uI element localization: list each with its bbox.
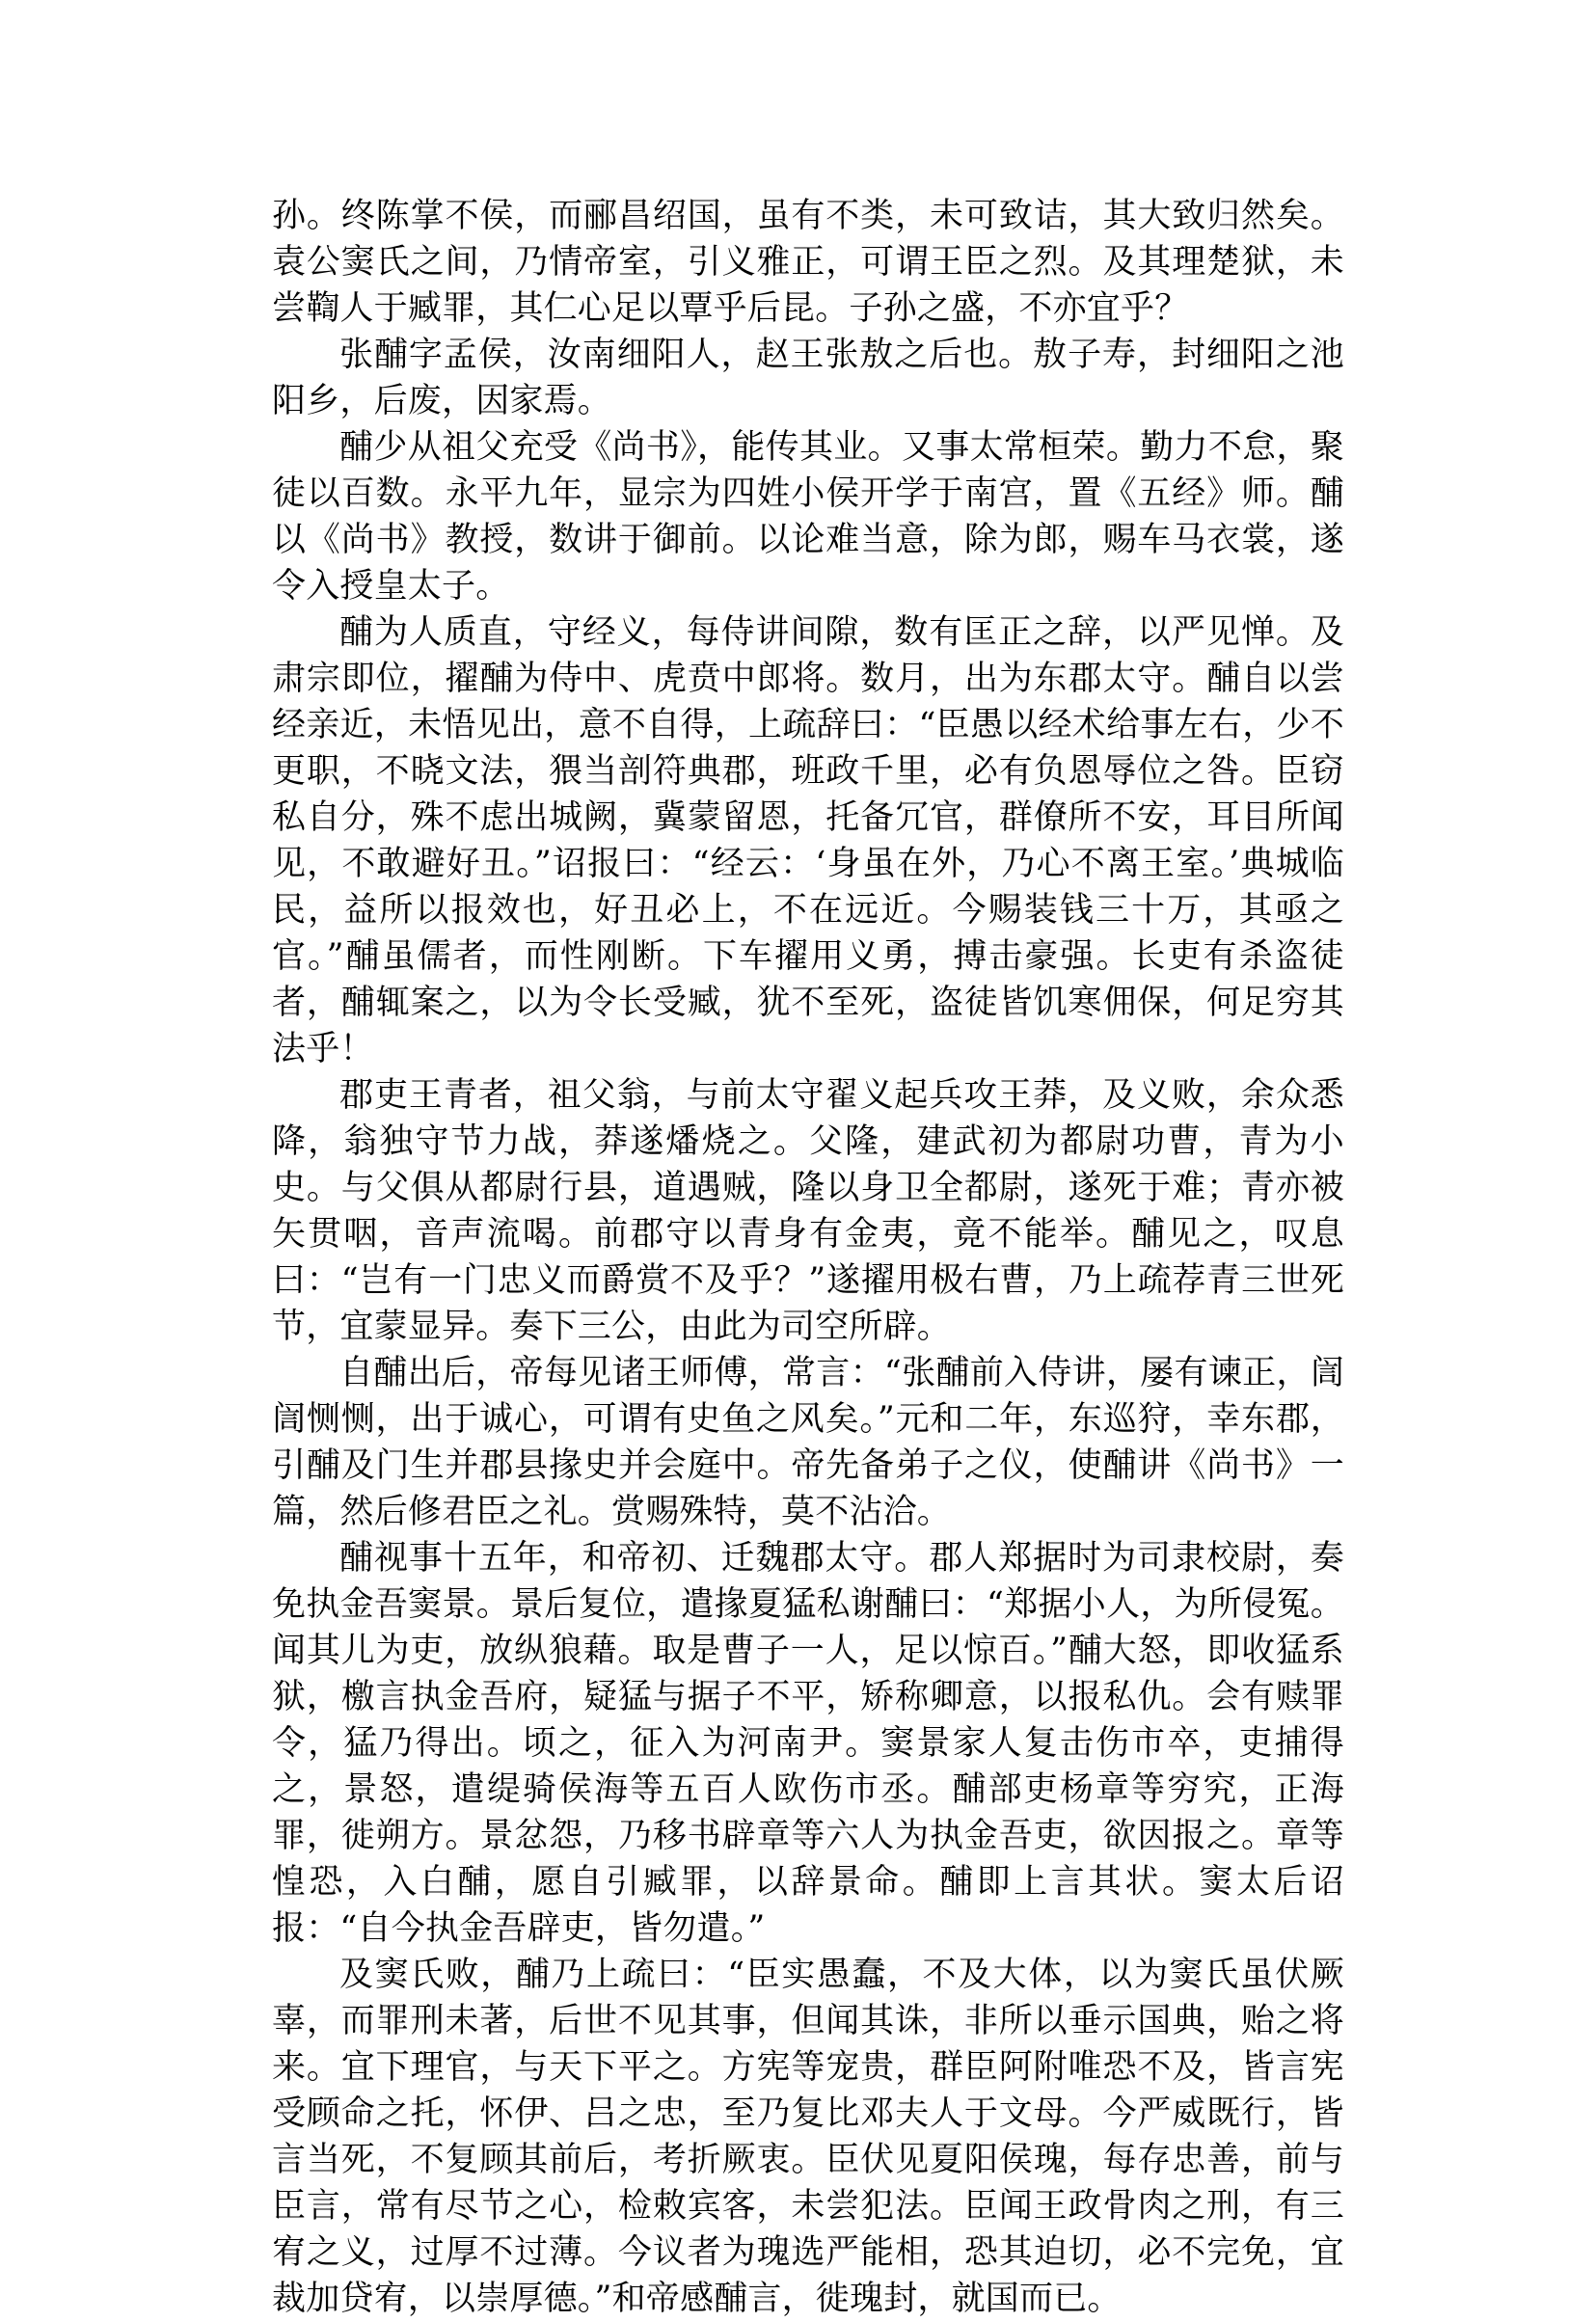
paragraph: 自酺出后，帝每见诸王师傅，常言：“张酺前入侍讲，屡有谏正，訚訚恻恻，出于诚心，可谓有史鱼之风矣。”元和二年，东巡狩，幸东郡，引酺及门生并郡县掾史并会庭中。帝先备弟子之仪，使酺讲《尚书》一篇，然后修君臣之礼。赏赐殊特，莫不沾洽。 — [272, 1354, 1344, 1531]
paragraph: 及窦氏败，酺乃上疏曰：“臣实愚蠢，不及大体，以为窦氏虽伏厥辜，而罪刑未著，后世不见其事，但闻其诛，非所以垂示国典，贻之将来。宜下理官，与天下平之。方宪等宠贵，群臣阿附唯恐不及，皆言宪受顾命之托，怀伊、吕之忠，至乃复比邓夫人于文母。今严威既行，皆言当死，不复顾其前后，考折厥衷。臣伏见夏阳侯瑰，每存忠善，前与臣言，常有尽节之心，检敕宾客，未尝犯法。臣闻王政骨肉之刑，有三宥之义，过厚不过薄。今议者为瑰选严能相，恐其迫切，必不完免，宜裁加贷宥，以崇厚德。”和帝感酺言，徙瑰封，就国而已。 — [272, 1956, 1344, 2318]
paragraph: 酺为人质直，守经义，每侍讲间隙，数有匡正之辞，以严见惮。及肃宗即位，擢酺为侍中、虎贲中郎将。数月，出为东郡太守。酺自以尝经亲近，未悟见出，意不自得，上疏辞曰：“臣愚以经术给事左右，少不更职，不晓文法，猥当剖符典郡，班政千里，必有负恩辱位之咎。臣窃私自分，殊不虑出城阙，冀蒙留恩，托备冗官，群僚所不安，耳目所闻见，不敢避好丑。”诏报曰：“经云：‘身虽在外，乃心不离王室。’典城临民，益所以报效也，好丑必上，不在远近。今赐装钱三十万，其亟之官。”酺虽儒者，而性刚断。下车擢用义勇，搏击豪强。长吏有杀盗徒者，酺辄案之，以为令长受臧，犹不至死，盗徒皆饥寒佣保，何足穷其法乎！ — [272, 613, 1344, 1068]
paragraph: 酺少从祖父充受《尚书》，能传其业。又事太常桓荣。勤力不怠，聚徒以百数。永平九年，显宗为四姓小侯开学于南宫，置《五经》师。酺以《尚书》教授，数讲于御前。以论难当意，除为郎，赐车马衣裳，遂令入授皇太子。 — [272, 428, 1344, 606]
paragraph: 酺视事十五年，和帝初、迁魏郡太守。郡人郑据时为司隶校尉，奏免执金吾窦景。景后复位，遣掾夏猛私谢酺曰：“郑据小人，为所侵冤。闻其儿为吏，放纵狼藉。取是曹子一人，足以惊百。”酺大怒，即收猛系狱，檄言执金吾府，疑猛与据子不平，矫称卿意，以报私仇。会有赎罪令，猛乃得出。顷之，征入为河南尹。窦景家人复击伤市卒，吏捕得之，景怒，遣缇骑侯海等五百人欧伤市丞。酺部吏杨章等穷究，正海罪，徙朔方。景忿怨，乃移书辟章等六人为执金吾吏，欲因报之。章等惶恐，入白酺，愿自引臧罪，以辞景命。酺即上言其状。窦太后诏报：“自今执金吾辟吏，皆勿遣。” — [272, 1539, 1344, 1948]
paragraph: 张酺字孟侯，汝南细阳人，赵王张敖之后也。敖子寿，封细阳之池阳乡，后废，因家焉。 — [272, 336, 1344, 420]
paragraph: 郡吏王青者，祖父翁，与前太守翟义起兵攻王莽，及义败，余众悉降，翁独守节力战，莽遂燔烧之。父隆，建武初为都尉功曹，青为小史。与父俱从都尉行县，道遇贼，隆以身卫全都尉，遂死于难；青亦被矢贯咽，音声流喝。前郡守以青身有金夷，竟不能举。酺见之，叹息曰：“岂有一门忠义而爵赏不及乎？”遂擢用极右曹，乃上疏荐青三世死节，宜蒙显异。奏下三公，由此为司空所辟。 — [272, 1076, 1344, 1346]
body-text — [272, 193, 1344, 2322]
paragraph-continuation: 孙。终陈掌不侯，而郦昌绍国，虽有不类，未可致诘，其大致归然矣。袁公窦氏之间，乃情帝室，引义雅正，可谓王臣之烈。及其理楚狱，未尝鞫人于臧罪，其仁心足以覃乎后昆。子孙之盛，不亦宜乎？ — [272, 197, 1344, 328]
